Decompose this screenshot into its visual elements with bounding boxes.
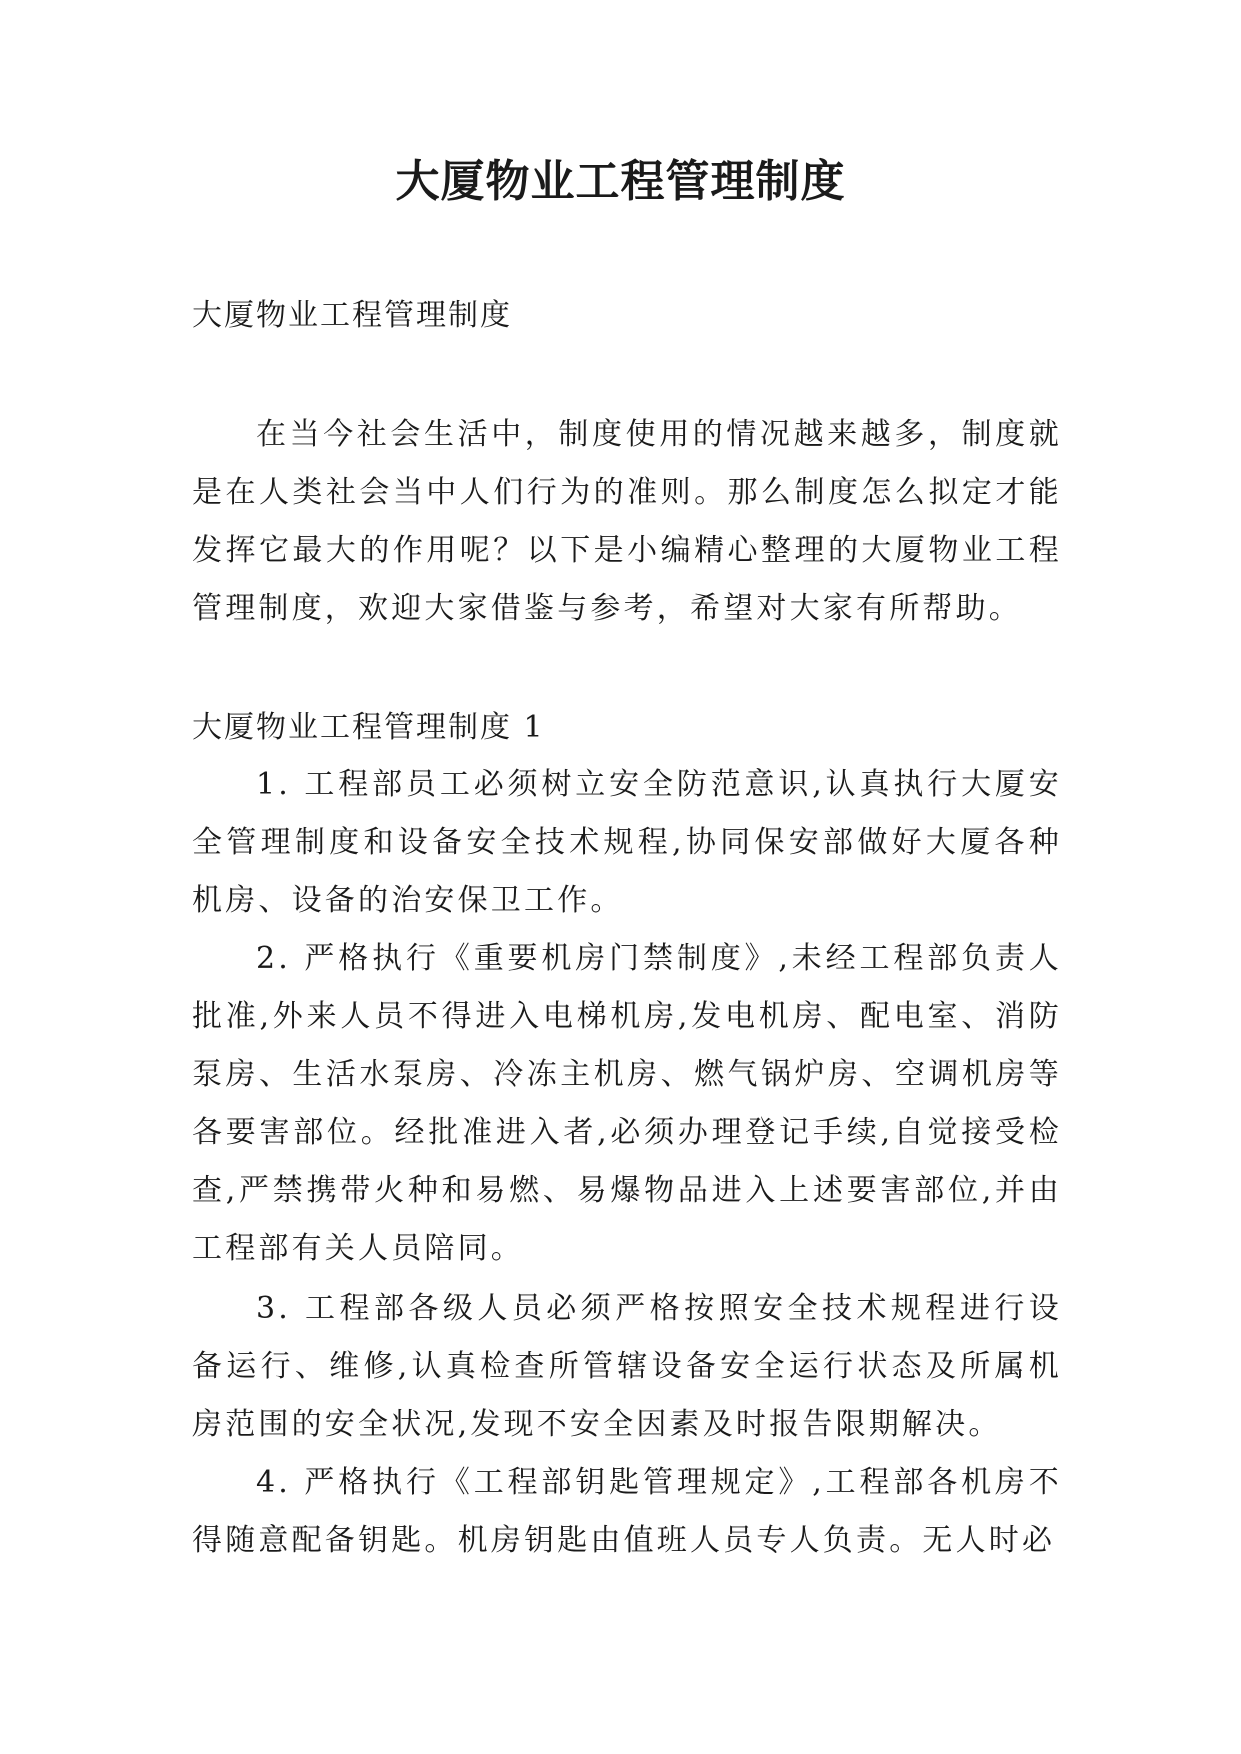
rule-paragraph-4: 4. 严格执行《工程部钥匙管理规定》,工程部各机房不得随意配备钥匙。机房钥匙由值班人员专人负责。无人时必 [192, 1465, 1062, 1558]
rule-paragraph-2: 2. 严格执行《重要机房门禁制度》,未经工程部负责人批准,外来人员不得进入电梯机房,发电机房、配电室、消防泵房、生活水泵房、冷冻主机房、燃气锅炉房、空调机房等各要害部位。经批准进入者,必须办理登记手续,自觉接受检查,严禁携带火种和易燃、易爆物品进入上述要害部位,并由工程部有关人员陪同。 [192, 941, 1062, 1266]
document-title: 大厦物业工程管理制度 [395, 156, 846, 207]
document-subtitle: 大厦物业工程管理制度 [192, 298, 512, 333]
intro-paragraph: 在当今社会生活中，制度使用的情况越来越多，制度就是在人类社会当中人们行为的准则。那么制度怎么拟定才能发挥它最大的作用呢？以下是小编精心整理的大厦物业工程管理制度，欢迎大家借鉴与参考，希望对大家有所帮助。 [192, 417, 1062, 626]
section-heading: 大厦物业工程管理制度 1 [192, 710, 545, 745]
rule-paragraph-3: 3. 工程部各级人员必须严格按照安全技术规程进行设备运行、维修,认真检查所管辖设备安全运行状态及所属机房范围的安全状况,发现不安全因素及时报告限期解决。 [192, 1291, 1062, 1442]
rule-paragraph-1: 1. 工程部员工必须树立安全防范意识,认真执行大厦安全管理制度和设备安全技术规程,协同保安部做好大厦各种机房、设备的治安保卫工作。 [192, 767, 1062, 918]
